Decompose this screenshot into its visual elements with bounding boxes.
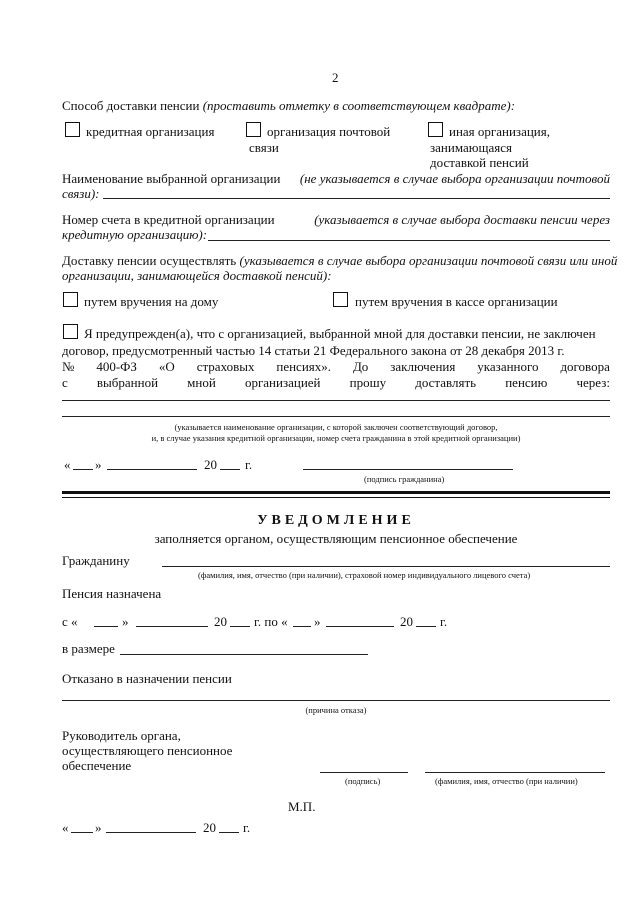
account-hint-2: кредитную организацию):: [62, 227, 208, 242]
home-delivery-label: путем вручения на дому: [84, 294, 219, 309]
postal-delivery-label: Доставку пенсии осуществлять: [62, 253, 240, 268]
to-label: г. по «: [254, 614, 288, 629]
warning-word: организацией: [244, 375, 321, 390]
warning-word: прошу: [349, 375, 387, 390]
org-details-caption-1: (указывается наименование организации, с которой заключен соответствующий договор,: [174, 422, 498, 432]
refusal-caption: (причина отказа): [305, 705, 367, 715]
checkbox-warning[interactable]: [63, 324, 78, 339]
head-name-caption: (фамилия, имя, отчество (при наличии): [435, 776, 578, 786]
stamp-label: М.П.: [288, 799, 316, 814]
org-name-hint-1: (не указывается в случае выбора организации почтовой: [299, 171, 610, 186]
notice-date-close-quote: »: [95, 820, 102, 835]
option-other-organization-label-2: занимающаяся: [430, 140, 512, 155]
warning-word: До: [352, 359, 369, 374]
from-year-prefix: 20: [214, 614, 227, 629]
head-label-1: Руководитель органа,: [62, 728, 181, 743]
account-label: Номер счета в кредитной организации: [62, 212, 275, 227]
notice-date-year-suffix: г.: [243, 820, 251, 835]
date-day-input[interactable]: [73, 469, 93, 470]
checkbox-credit-organization[interactable]: [65, 122, 80, 137]
warning-word: заключения: [390, 359, 456, 374]
org-details-line-1[interactable]: [62, 400, 610, 401]
date-year-suffix: г.: [245, 457, 253, 472]
notice-date-year-prefix: 20: [203, 820, 216, 835]
head-name-line[interactable]: [425, 772, 605, 773]
delivery-method-prompt: [62, 98, 515, 113]
warning-word: мной: [187, 375, 216, 390]
date-year-input[interactable]: [220, 469, 240, 470]
org-details-line-2[interactable]: [62, 416, 610, 417]
warning-line-3: [62, 359, 610, 374]
notice-date-day-input[interactable]: [71, 832, 93, 833]
notice-date-month-input[interactable]: [106, 832, 196, 833]
account-hint-1: (указывается в случае выбора доставки пенсии через: [314, 212, 610, 227]
postal-delivery-hint-2: организации, занимающейся доставкой пенсий):: [62, 268, 332, 283]
account-input-line[interactable]: [208, 240, 610, 241]
date-month-input[interactable]: [107, 469, 197, 470]
checkbox-home-delivery[interactable]: [63, 292, 78, 307]
to-year-prefix: 20: [400, 614, 413, 629]
citizen-signature-caption: (подпись гражданина): [364, 474, 445, 484]
page-number: 2: [332, 70, 339, 85]
to-year-suffix: г.: [440, 614, 448, 629]
notice-date-year-input[interactable]: [219, 832, 239, 833]
from-close-quote: »: [122, 614, 129, 629]
date-close-quote: »: [95, 457, 102, 472]
date-open-quote: «: [64, 457, 71, 472]
warning-word: указанного: [477, 359, 539, 374]
pension-assigned-label: Пенсия назначена: [62, 586, 162, 601]
from-month-input[interactable]: [136, 626, 208, 627]
citizen-caption: (фамилия, имя, отчество (при наличии), страховой номер индивидуального лицевого счета): [198, 570, 531, 580]
citizen-signature-line[interactable]: [303, 469, 513, 470]
option-other-organization-label-1: иная организация,: [449, 124, 550, 139]
postal-delivery-hint-1: (указывается в случае выбора организации почтовой связи или иной: [239, 253, 618, 268]
warning-word: страховых: [196, 359, 255, 374]
warning-word: с: [62, 375, 68, 390]
warning-line-2: договор, предусмотренный частью 14 статьи 21 Федерального закона от 28 декабря 2013 г.: [62, 343, 565, 358]
from-day-input[interactable]: [94, 626, 118, 627]
date-year-prefix: 20: [204, 457, 217, 472]
to-close-quote: »: [314, 614, 321, 629]
refusal-reason-line[interactable]: [62, 700, 610, 701]
amount-input-line[interactable]: [120, 654, 368, 655]
warning-word: через:: [576, 375, 610, 390]
warning-line-4: [62, 375, 610, 390]
option-postal-organization-label-2: связи: [249, 140, 279, 155]
section-separator-heavy: [62, 491, 610, 494]
warning-word: доставлять: [415, 375, 477, 390]
notice-title: УВЕДОМЛЕНИЕ: [257, 513, 415, 528]
option-other-organization-label-3: доставкой пенсий: [430, 155, 529, 170]
warning-word: «О: [158, 359, 175, 374]
section-separator-thin: [62, 497, 610, 498]
amount-label: в размере: [62, 641, 115, 656]
checkbox-postal-organization[interactable]: [246, 122, 261, 137]
checkbox-cashdesk-delivery[interactable]: [333, 292, 348, 307]
from-label: с «: [62, 614, 78, 629]
checkbox-other-organization[interactable]: [428, 122, 443, 137]
from-year-input[interactable]: [230, 626, 250, 627]
warning-word: №: [62, 359, 75, 374]
org-name-hint-2: связи):: [62, 186, 100, 201]
citizen-label: Гражданину: [62, 553, 130, 568]
warning-word: договора: [560, 359, 610, 374]
to-month-input[interactable]: [326, 626, 394, 627]
org-name-label-row: [62, 171, 610, 186]
option-postal-organization-label-1: организация почтовой: [267, 124, 391, 139]
to-year-input[interactable]: [416, 626, 436, 627]
head-label-3: обеспечение: [62, 758, 132, 773]
warning-word: 400-ФЗ: [96, 359, 137, 374]
org-name-input-line[interactable]: [103, 198, 610, 199]
warning-word: пенсиях».: [276, 359, 332, 374]
head-label-2: осуществляющего пенсионное: [62, 743, 233, 758]
option-credit-organization-label: кредитная организация: [86, 124, 215, 139]
delivery-method-label: Способ доставки пенсии: [62, 98, 203, 113]
delivery-method-hint: (проставить отметку в соответствующем квадрате):: [202, 98, 516, 113]
head-signature-line[interactable]: [320, 772, 408, 773]
warning-line-1: Я предупрежден(а), что с организацией, выбранной мной для доставки пенсии, не заключен: [84, 326, 596, 341]
notice-subtitle: заполняется органом, осуществляющим пенсионное обеспечение: [154, 531, 518, 546]
cashdesk-delivery-label: путем вручения в кассе организации: [355, 294, 558, 309]
to-day-input[interactable]: [293, 626, 311, 627]
warning-word: пенсию: [505, 375, 548, 390]
postal-delivery-row: [62, 253, 617, 268]
warning-word: выбранной: [96, 375, 159, 390]
org-name-label: Наименование выбранной организации: [62, 171, 281, 186]
citizen-input-line[interactable]: [162, 566, 610, 567]
account-label-row: [62, 212, 610, 227]
notice-date-open-quote: «: [62, 820, 69, 835]
org-details-caption-2: и, в случае указания кредитной организации, номер счета гражданина в этой кредитной организации): [151, 433, 521, 443]
head-signature-caption: (подпись): [345, 776, 381, 786]
refused-label: Отказано в назначении пенсии: [62, 671, 232, 686]
